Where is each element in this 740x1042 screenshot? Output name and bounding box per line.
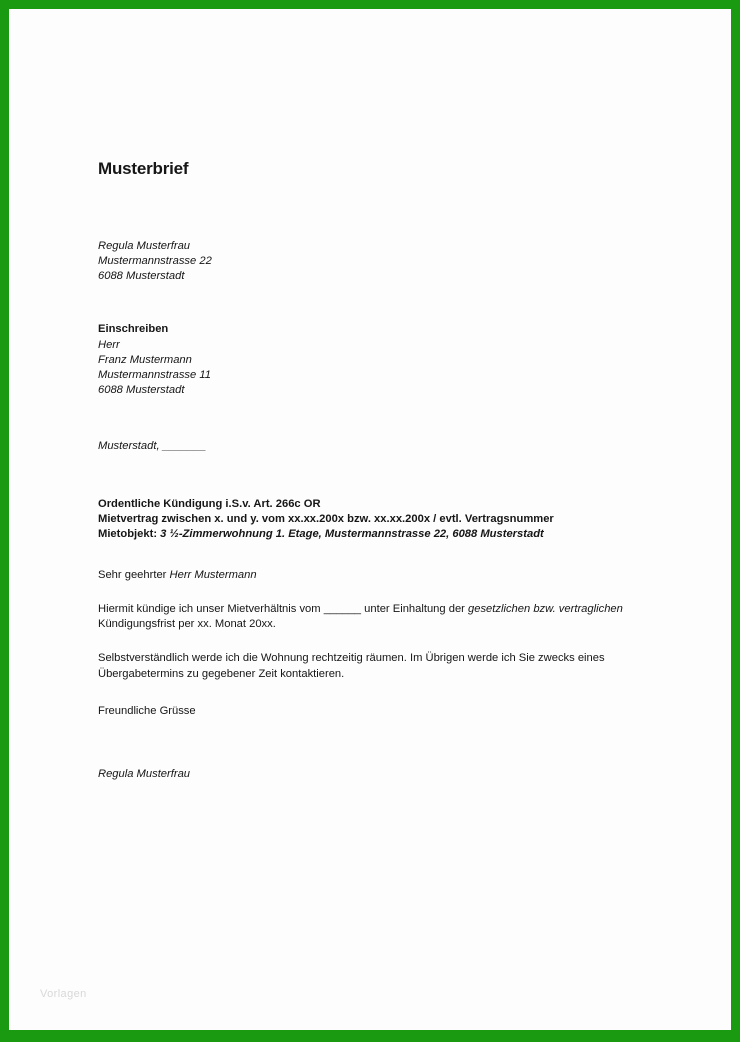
paragraph-1-emphasis: gesetzlichen bzw. vertraglichen bbox=[468, 602, 623, 615]
footer-watermark: Vorlagen bbox=[40, 988, 87, 1000]
subject-line-3-label: Mietobjekt: bbox=[98, 528, 158, 541]
subject-line-3 bbox=[98, 527, 625, 542]
letter-content bbox=[98, 160, 625, 782]
subject-line-1: Ordentliche Kündigung i.S.v. Art. 266c OR bbox=[98, 497, 321, 510]
recipient-line: 6088 Musterstadt bbox=[98, 384, 185, 397]
place-date-line: Musterstadt, _______ bbox=[98, 440, 207, 453]
paragraph-1-text-start: Hiermit kündige ich unser Mietverhältnis vom ______ unter Einhaltung der bbox=[98, 602, 465, 615]
paragraph-1-text-end: Kündigungsfrist per xx. Monat 20xx. bbox=[98, 618, 276, 631]
sender-line: Mustermannstrasse 22 bbox=[98, 254, 212, 267]
subject-line-2: Mietvertrag zwischen x. und y. vom xx.xx.200x bzw. xx.xx.200x / evtl. Vertragsnummer bbox=[98, 512, 554, 525]
salutation-line bbox=[98, 568, 625, 583]
delivery-mode-label: Einschreiben bbox=[98, 323, 169, 336]
body-paragraph-2: Selbstverständlich werde ich die Wohnung rechtzeitig räumen. Im Übrigen werde ich Sie zwecks eines Übergabetermins zu gegebener Zeit kontaktieren. bbox=[98, 652, 605, 680]
recipient-line: Herr bbox=[98, 338, 120, 351]
letter-paper bbox=[9, 9, 731, 1030]
subject-block bbox=[98, 497, 625, 543]
sender-line: Regula Musterfrau bbox=[98, 239, 191, 252]
body-paragraph-1 bbox=[98, 602, 625, 632]
subject-line-3-value: 3 ½-Zimmerwohnung 1. Etage, Mustermannstrasse 22, 6088 Musterstadt bbox=[160, 528, 544, 541]
closing-line: Freundliche Grüsse bbox=[98, 704, 196, 717]
salutation-name: Herr Mustermann bbox=[169, 568, 257, 581]
salutation-prefix: Sehr geehrter bbox=[98, 568, 167, 581]
sender-line: 6088 Musterstadt bbox=[98, 270, 185, 283]
recipient-line: Mustermannstrasse 11 bbox=[98, 368, 211, 381]
sender-address-block bbox=[98, 239, 625, 285]
recipient-address-block bbox=[98, 322, 625, 398]
signature-name: Regula Musterfrau bbox=[98, 767, 191, 780]
recipient-line: Franz Mustermann bbox=[98, 353, 192, 366]
page-title: Musterbrief bbox=[98, 159, 189, 178]
